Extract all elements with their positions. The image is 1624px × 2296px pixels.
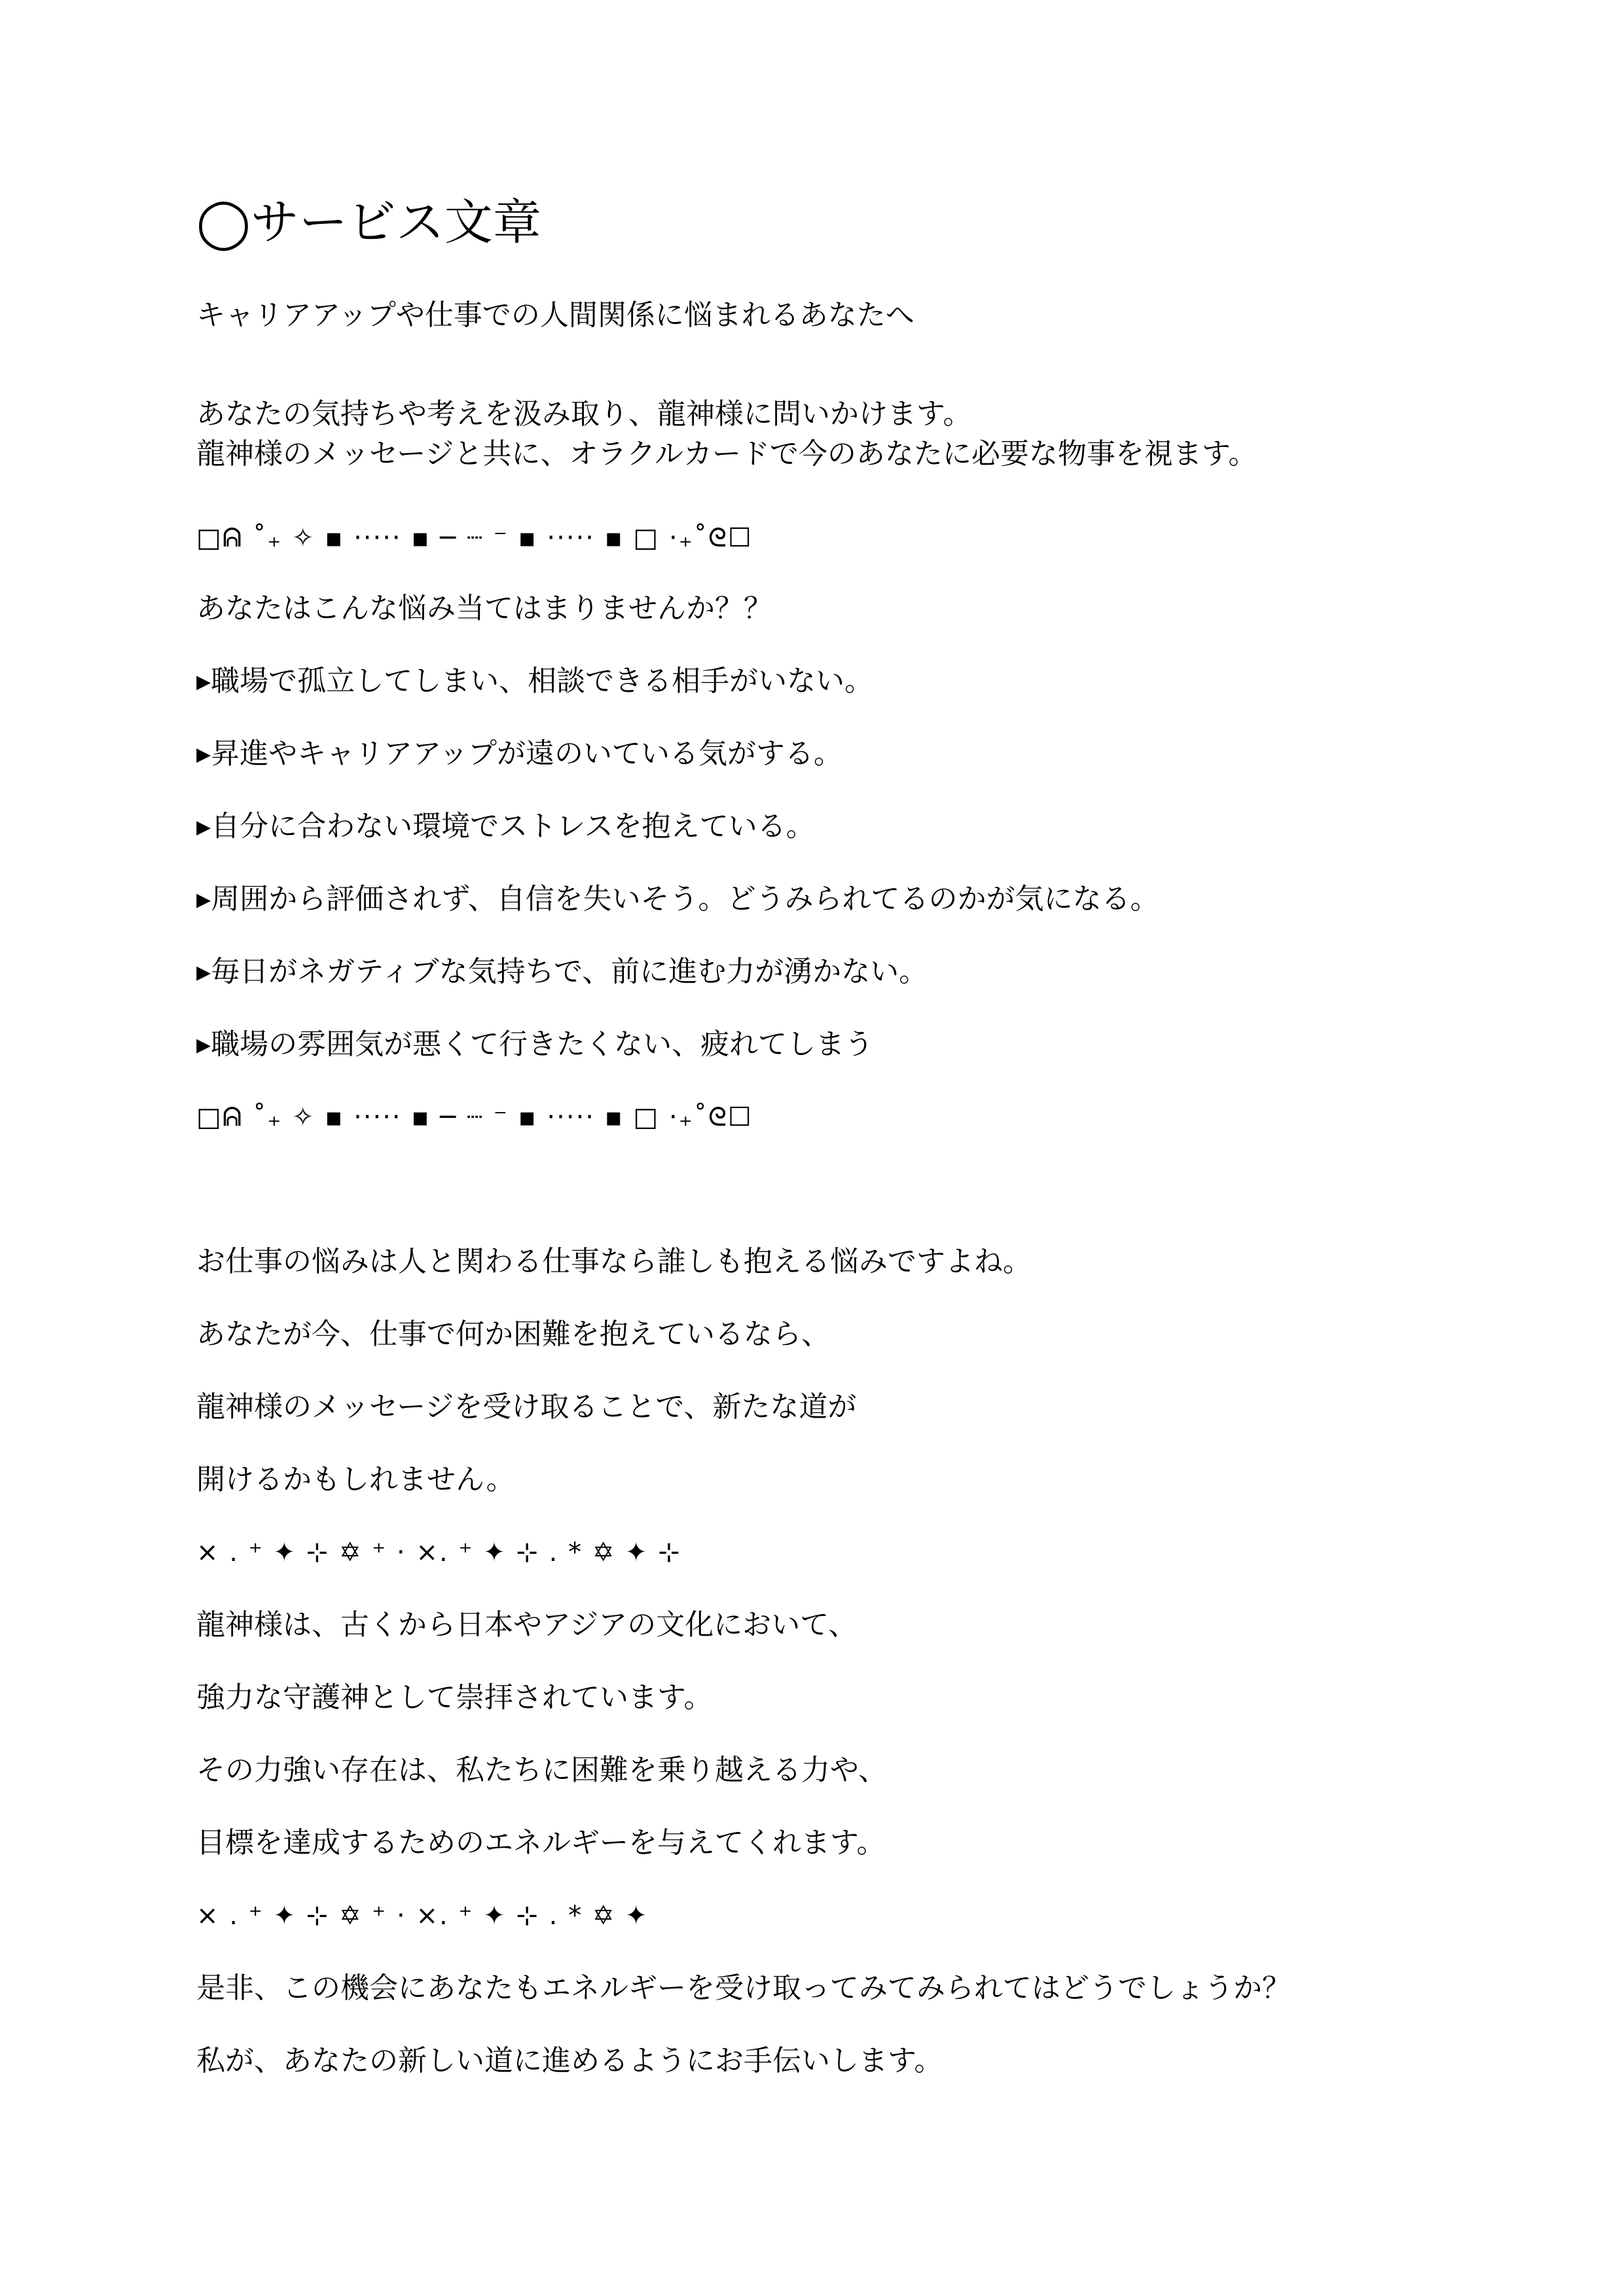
page-title: ◯サービス文章: [196, 194, 541, 251]
empathy-line: お仕事の悩みは人と関わる仕事なら誰しも抱える悩みですよね。: [196, 1245, 1032, 1278]
closing-line: 是非、この機会にあなたもエネルギーを受け取ってみてみられてはどうでしょうか？: [196, 1971, 1291, 2005]
ryujin-line: その力強い存在は、私たちに困難を乗り越える力や、: [196, 1753, 888, 1787]
ryujin-line: 目標を達成するためのエネルギーを与えてくれます。: [196, 1826, 886, 1859]
worry-item: ▸職場の雰囲気が悪くて行きたくない、疲れてしまう: [196, 1028, 874, 1061]
ryujin-line: 強力な守護神として崇拝されています。: [196, 1681, 713, 1714]
worry-item: ▸昇進やキャリアアップが遠のいている気がする。: [196, 737, 843, 770]
empathy-line: あなたが今、仕事で何か困難を抱えているなら、: [196, 1318, 830, 1351]
worry-item: ▸周囲から評価されず、自信を失いそう。どうみられてるのかが気になる。: [196, 882, 1159, 916]
intro-line-2: 龍神様のメッセージと共に、オラクルカードで今のあなたに必要な物事を視ます。: [196, 437, 1257, 471]
decorative-separator: × . ⁺ ✦ ⊹ ✡ ⁺ · ×. ⁺ ✦ ⊹ . * ✡ ✦ ⊹: [196, 1537, 681, 1568]
worry-item: ▸職場で孤立してしまい、相談できる相手がいない。: [196, 664, 874, 698]
worry-item: ▸毎日がネガティブな気持ちで、前に進む力が湧かない。: [196, 955, 928, 988]
ryujin-line: 龍神様は、古くから日本やアジアの文化において、: [196, 1608, 857, 1641]
intro-lead: キャリアアップや仕事での人間関係に悩まれるあなたへ: [196, 298, 914, 332]
empathy-line: 開けるかもしれません。: [196, 1463, 515, 1496]
decorative-separator: □ᕱ ˚₊ ✧ ▪ ····· ▪ ─ ┈ ⁻ ▪ ····· ▪ □ ·₊˚ᘓ☐: [196, 1102, 753, 1132]
question-heading: あなたはこんな悩み当てはまりませんか？？: [196, 592, 772, 625]
empathy-line: 龍神様のメッセージを受け取ることで、新たな道が: [196, 1390, 857, 1424]
intro-line-1: あなたの気持ちや考えを汲み取り、龍神様に問いかけます。: [196, 397, 972, 431]
closing-line: 私が、あなたの新しい道に進めるようにお手伝いします。: [196, 2044, 943, 2077]
decorative-separator: × . ⁺ ✦ ⊹ ✡ ⁺ · ×. ⁺ ✦ ⊹ . * ✡ ✦: [196, 1901, 649, 1931]
worry-item: ▸自分に合わない環境でストレスを抱えている。: [196, 810, 815, 843]
decorative-separator: □ᕱ ˚₊ ✧ ▪ ····· ▪ ─ ┈ ⁻ ▪ ····· ▪ □ ·₊˚ᘓ☐: [196, 523, 753, 553]
